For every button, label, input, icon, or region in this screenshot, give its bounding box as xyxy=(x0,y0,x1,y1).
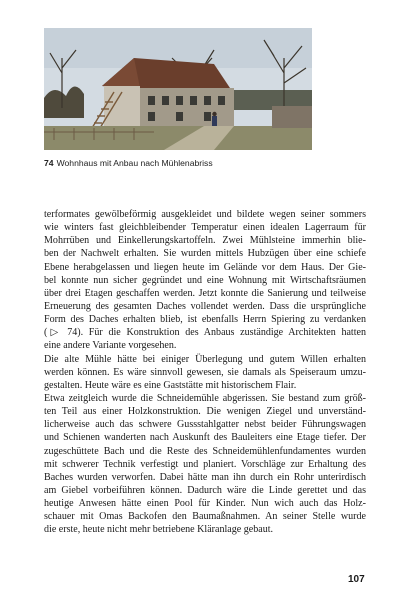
body-line: (▷ 74). Für die Konstruktion des Anbaus zuständige Architekten hatten xyxy=(44,327,366,339)
figure-caption xyxy=(44,158,324,168)
page-number: 107 xyxy=(348,574,365,585)
body-line: werden können. Es wäre sinnvoll gewesen, sie damals als Speiseraum umzu- xyxy=(44,366,366,378)
body-line: bel konnte nun sicher gegründet und eine Wohnung mit Wirtschaftsräumen xyxy=(44,274,366,286)
body-line: über drei Etagen geschaffen werden. Jetzt konnte die Sanierung und teilweise xyxy=(44,287,366,299)
body-line: eine andere Variante vorgesehen. xyxy=(44,340,177,352)
body-line: ten Teil aus einer Holzkonstruktion. Die wenigen Ziegel und unverständ- xyxy=(44,406,366,418)
body-line: Mohrrüben und Einkellerungskartoffeln. Zwei Mühlsteine immerhin blie- xyxy=(44,235,366,247)
body-line: Erneuerung des gesamten Daches vollendet werden. Dass die ursprüngliche xyxy=(44,300,366,312)
figure-caption-text: Wohnhaus mit Anbau nach Mühlenabriss xyxy=(56,158,213,168)
body-line: Etwa zeitgleich wurde die Schneidemühle abgerissen. Sie bestand zum größ- xyxy=(44,392,366,404)
body-line: wie winters fast gleichbleibender Temperatur einen idealen Lagerraum für xyxy=(44,222,366,234)
body-text xyxy=(44,208,366,537)
body-line: und Schienen wanderten nach Auskunft des Bauleiters eine Etage tiefer. Der xyxy=(44,432,366,444)
body-line: schauer mit Omas Backofen den Baumaßnahmen. An seiner Stelle wurde xyxy=(44,511,366,523)
figure-photo-farmhouse xyxy=(44,28,312,150)
body-line: Form des Daches erhalten blieb, ist ebenfalls Herrn Spiering zu verdanken xyxy=(44,314,366,326)
body-line: ben der Nachwelt erhalten. Sie wurden mittels Hubzügen über eine schiefe xyxy=(44,248,366,260)
body-line: Die alte Mühle hätte bei einiger Überlegung und gutem Willen erhalten xyxy=(44,353,366,365)
body-line: gestalten. Heute wäre es eine Gaststätte mit historischem Flair. xyxy=(44,379,297,391)
body-line: heutige Anwesen hätte einen Pool für Kinder. Nun wich auch das Holz- xyxy=(44,498,366,510)
body-line: am Giebel vorbeiführen können. Dadurch wäre die Linde gerettet und das xyxy=(44,484,366,496)
figure-number: 74 xyxy=(44,158,54,168)
body-line: Baches wurden verworfen. Dabei hätte man ihn durch ein Rohr unterirdisch xyxy=(44,471,366,483)
body-line: die erste, heute nicht mehr betriebene Kläranlage gebaut. xyxy=(44,524,274,536)
body-line: mit schwerer Technik verfestigt und planiert. Vorschläge zur Erhaltung des xyxy=(44,458,366,470)
body-line: terformates gewölbeförmig ausgekleidet und bildete wegen seiner sommers xyxy=(44,209,366,220)
body-line: zugeschüttete Bach und die Reste des Schneidemühlenfundamentes wurden xyxy=(44,445,366,457)
body-line: Ebene herabgelassen und liegen heute im Gelände vor dem Haus. Der Gie- xyxy=(44,261,366,273)
body-line: licherweise auch das schwere Gussstahlgatter nebst beider Führungswagen xyxy=(44,419,366,431)
farmhouse-photo-illustration xyxy=(44,28,312,150)
